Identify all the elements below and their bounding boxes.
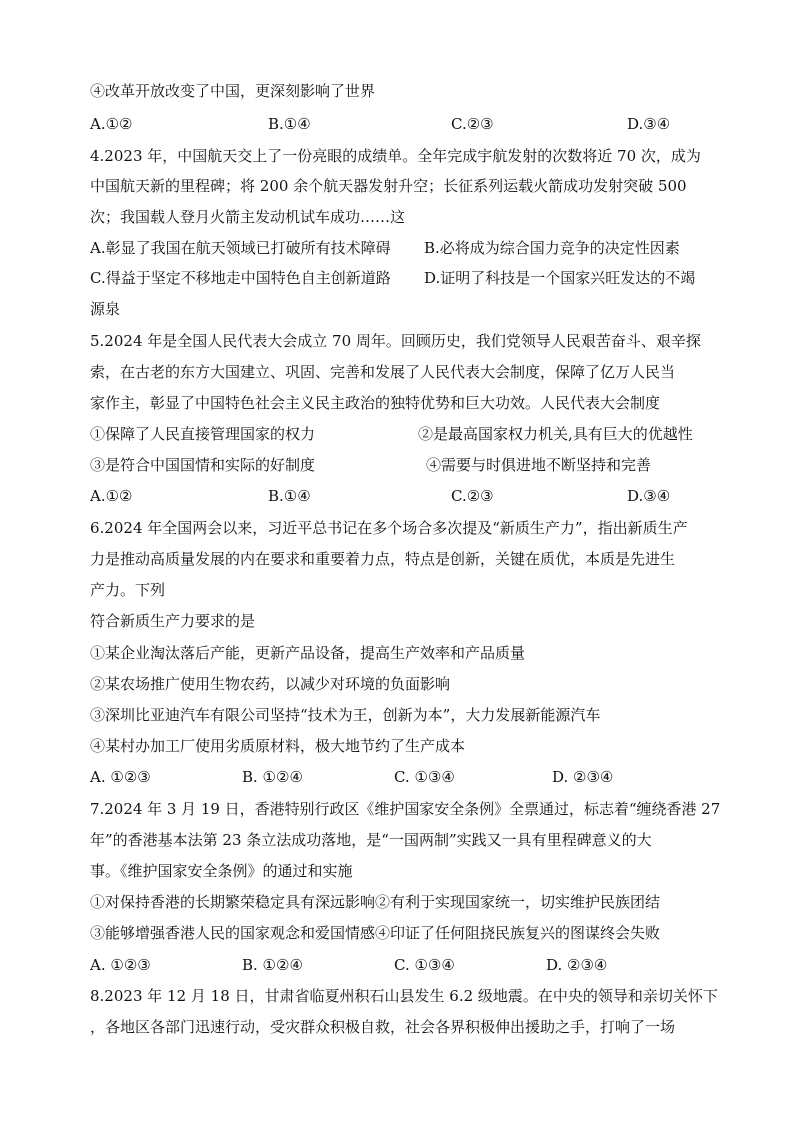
- q6-item-4: ④某村办加工厂使用劣质原材料，极大地节约了生产成本: [90, 737, 466, 755]
- q4-stem-line-1: 4.2023 年，中国航天交上了一份亮眼的成绩单。全年完成宇航发射的次数将近 70 次，成为: [90, 147, 701, 165]
- q5-item-3: ③是符合中国国情和实际的好制度: [90, 456, 316, 474]
- q6-stem-line-3: 产力。下列: [90, 581, 166, 599]
- q6-item-1: ①某企业淘汰落后产能，更新产品设备，提高生产效率和产品质量: [90, 644, 526, 662]
- q6-option-d: D. ②③④: [552, 768, 614, 786]
- q3-option-b: B.①④: [268, 115, 311, 133]
- q7-option-d: D. ②③④: [546, 956, 608, 974]
- q5-item-2: ②是最高国家权力机关,具有巨大的优越性: [418, 425, 693, 443]
- q3-option-a: A.①②: [90, 115, 133, 133]
- q4-stem-line-3: 次；我国载人登月火箭主发动机试车成功……这: [90, 208, 406, 226]
- q4-option-a: A.彰显了我国在航天领域已打破所有技术障碍: [90, 239, 391, 257]
- q3-item-4: ④改革开放改变了中国，更深刻影响了世界: [90, 82, 376, 100]
- q5-stem-line-3: 家作主，彰显了中国特色社会主义民主政治的独特优势和巨大功效。人民代表大会制度: [90, 394, 661, 412]
- q4-option-d-continued: 源泉: [90, 300, 121, 318]
- q8-stem-line-1: 8.2023 年 12 月 18 日，甘肃省临夏州积石山县发生 6.2 级地震。在中央的领导和亲切关怀下: [90, 987, 718, 1005]
- q6-option-c: C. ①③④: [394, 768, 455, 786]
- q6-stem-line-1: 6.2024 年全国两会以来，习近平总书记在多个场合多次提及“新质生产力”，指出新质生产: [90, 519, 688, 537]
- q4-option-b: B.必将成为综合国力竞争的决定性因素: [424, 239, 680, 257]
- q6-option-b: B. ①②④: [242, 768, 303, 786]
- q5-stem-line-1: 5.2024 年是全国人民代表大会成立 70 周年。回顾历史，我们党领导人民艰苦奋斗、艰辛探: [90, 332, 701, 350]
- q6-stem-line-2: 力是推动高质量发展的内在要求和重要着力点，特点是创新，关键在质优，本质是先进生: [90, 550, 676, 568]
- q3-option-d: D.③④: [627, 115, 671, 133]
- q7-option-a: A. ①②③: [90, 956, 151, 974]
- q5-item-1: ①保障了人民直接管理国家的权力: [90, 425, 316, 443]
- q4-stem-line-2: 中国航天新的里程碑；将 200 余个航天器发射升空；长征系列运载火箭成功发射突破 500: [90, 177, 687, 195]
- q5-option-b: B.①④: [268, 487, 311, 505]
- q6-item-3: ③深圳比亚迪汽车有限公司坚持“技术为王，创新为本”，大力发展新能源汽车: [90, 706, 601, 724]
- q5-option-d: D.③④: [627, 487, 671, 505]
- q5-option-a: A.①②: [90, 487, 133, 505]
- q7-stem-line-3: 事。《维护国家安全条例》的通过和实施: [90, 862, 353, 880]
- q6-item-2: ②某农场推广使用生物农药，以减少对环境的负面影响: [90, 675, 451, 693]
- q4-option-d: D.证明了科技是一个国家兴旺发达的不竭: [424, 269, 696, 287]
- q5-option-c: C.②③: [451, 487, 494, 505]
- q7-items-3-4: ③能够增强香港人民的国家观念和爱国情感④印证了任何阻挠民族复兴的图谋终会失败: [90, 924, 661, 942]
- q5-item-4: ④需要与时俱进地不断坚持和完善: [426, 456, 652, 474]
- q6-stem-line-4: 符合新质生产力要求的是: [90, 612, 256, 630]
- q6-option-a: A. ①②③: [90, 768, 151, 786]
- q7-stem-line-2: 年”的香港基本法第 23 条立法成功落地，是“一国两制”实践又一具有里程碑意义的大: [90, 831, 652, 849]
- q8-stem-line-2: ，各地区各部门迅速行动，受灾群众积极自救，社会各界积极伸出援助之手，打响了一场: [90, 1018, 676, 1036]
- q5-stem-line-2: 索，在古老的东方大国建立、巩固、完善和发展了人民代表大会制度，保障了亿万人民当: [90, 363, 676, 381]
- q7-items-1-2: ①对保持香港的长期繁荣稳定具有深远影响②有利于实现国家统一，切实维护民族团结: [90, 893, 661, 911]
- q4-option-c: C.得益于坚定不移地走中国特色自主创新道路: [90, 269, 391, 287]
- q3-option-c: C.②③: [451, 115, 494, 133]
- q7-option-b: B. ①②④: [242, 956, 303, 974]
- q7-option-c: C. ①③④: [394, 956, 455, 974]
- q7-stem-line-1: 7.2024 年 3 月 19 日，香港特别行政区《维护国家安全条例》全票通过，标志着“缠绕香港 27: [90, 800, 721, 818]
